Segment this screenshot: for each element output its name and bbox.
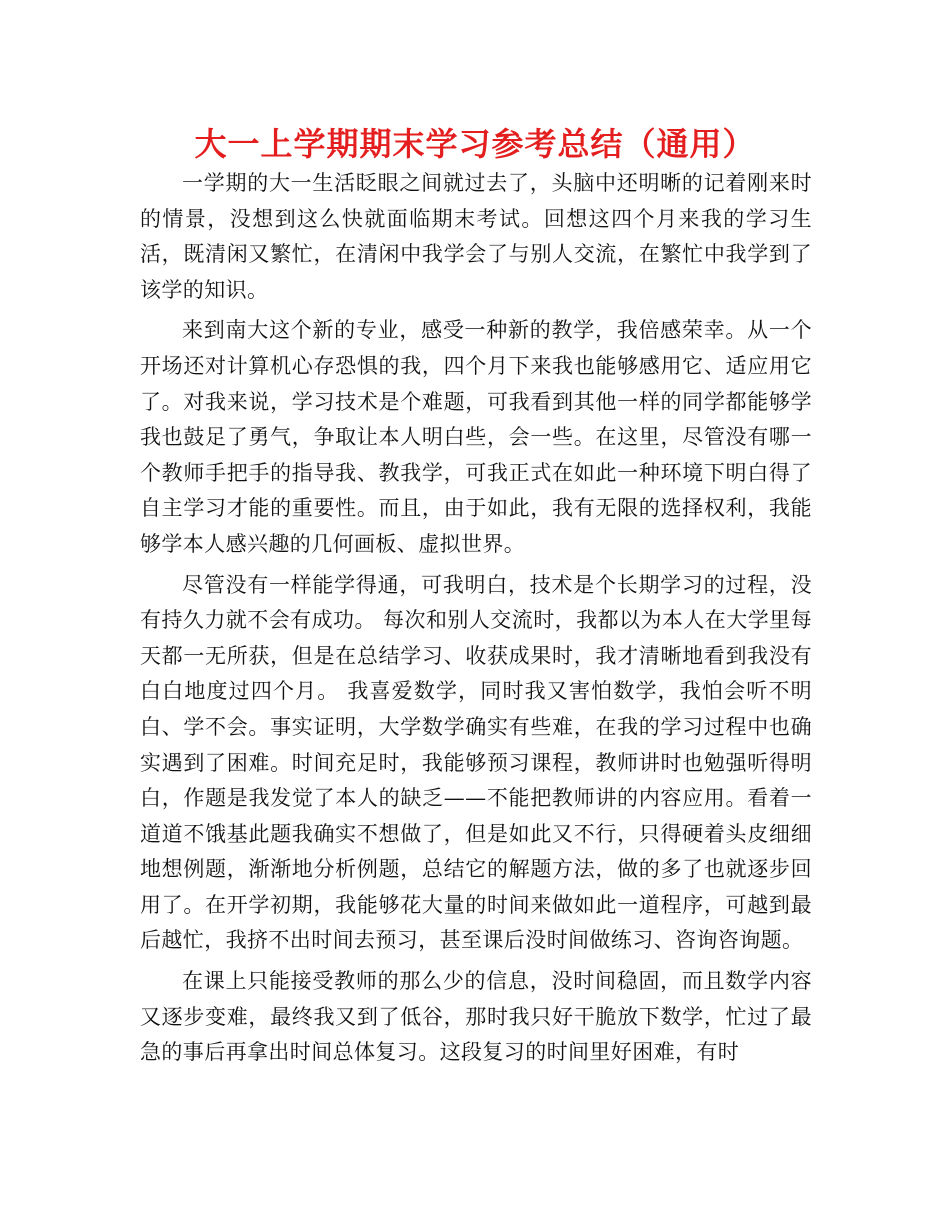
- document-body: [140, 166, 812, 1076]
- paragraph-3: 尽管没有一样能学得通，可我明白，技术是个长期学习的过程，没有持久力就不会有成功。 每次和别人交流时，我都以为本人在大学里每天都一无所获，但是在总结学习、收获成果时，我才清晰地看到我没有白白地度过四个月。 我喜爱数学，同时我又害怕数学，我怕会听不明白、学不会。事实证明，大学数学确实有些难，在我的学习过程中也确实遇到了困难。时间充足时，我能够预习课程，教师讲时也勉强听得明白，作题是我发觉了本人的缺乏——不能把教师讲的内容应用。看着一道道不饿基此题我确实不想做了，但是如此又不行，只得硬着头皮细细地想例题，渐渐地分析例题，总结它的解题方法，做的多了也就逐步回用了。在开学初期，我能够花大量的时间来做如此一道程序，可越到最后越忙，我挤不出时间去预习，甚至课后没时间做练习、咨询咨询题。: [140, 572, 812, 953]
- paragraph-2: 来到南大这个新的专业，感受一种新的教学，我倍感荣幸。从一个开场还对计算机心存恐惧的我，四个月下来我也能够感用它、适应用它了。对我来说，学习技术是个难题，可我看到其他一样的同学都能够学我也鼓足了勇气，争取让本人明白些，会一些。在这里，尽管没有哪一个教师手把手的指导我、教我学，可我正式在如此一种环境下明白得了自主学习才能的重要性。而且，由于如此，我有无限的选择权利，我能够学本人感兴趣的几何画板、虚拟世界。: [140, 318, 812, 556]
- paragraph-4: 在课上只能接受教师的那么少的信息，没时间稳固，而且数学内容又逐步变难，最终我又到了低谷，那时我只好干脆放下数学，忙过了最急的事后再拿出时间总体复习。这段复习的时间里好困难，有时: [140, 969, 812, 1065]
- document-title: 大一上学期期末学习参考总结（通用）: [194, 125, 756, 163]
- paragraph-1: 一学期的大一生活眨眼之间就过去了，头脑中还明晰的记着刚来时的情景，没想到这么快就面临期末考试。回想这四个月来我的学习生活，既清闲又繁忙，在清闲中我学会了与别人交流，在繁忙中我学到了该学的知识。: [140, 171, 812, 302]
